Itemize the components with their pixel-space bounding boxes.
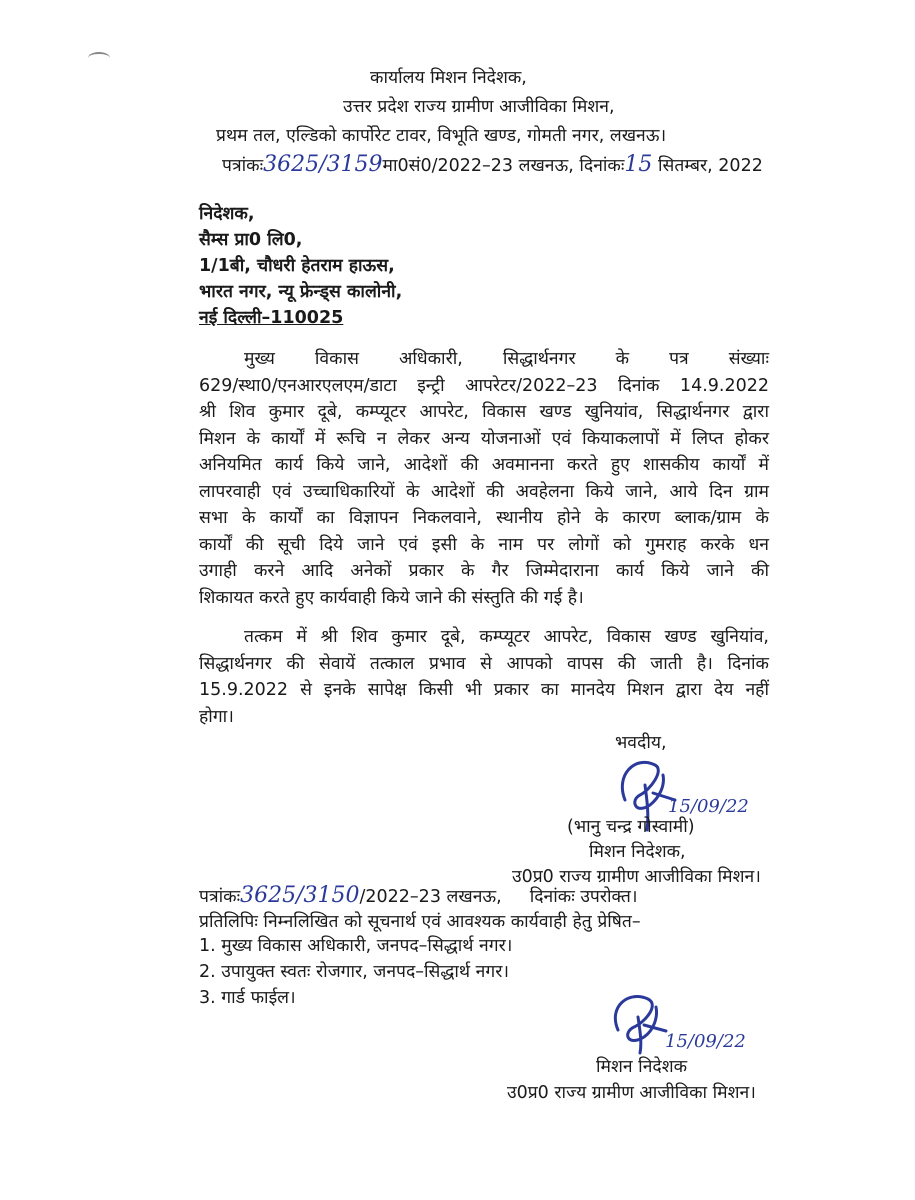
copy-reference [199, 884, 638, 909]
addressee-line5: नई दिल्ली–110025 [199, 308, 344, 328]
header-address: प्रथम तल, एल्डिको कार्पोरेट टावर, विभूति खण्ड, गोमती नगर, लखनऊ। [216, 126, 667, 146]
para1-line: मुख्य विकास अधिकारी, सिद्धार्थनगर के पत्र संख्याः [244, 349, 769, 369]
copy-item-2: 2. उपायुक्त स्वतः रोजगार, जनपद–सिद्धार्थ नगर। [199, 962, 509, 982]
copy-date-label: दिनांकः उपरोक्त। [529, 887, 638, 907]
para1-line: कार्यों की सूची दिये जाने एवं इसी के नाम पर लोगों को गुमराह करके धन [199, 534, 769, 555]
header-office: कार्यालय मिशन निदेशक, [370, 68, 527, 88]
ref-handwritten-number: 3625/3159 [263, 152, 383, 177]
header-reference [222, 153, 763, 178]
addressee-line1: निदेशक, [199, 204, 255, 224]
copy-org: उ0प्र0 राज्य ग्रामीण आजीविका मिशन। [507, 1083, 756, 1103]
copy-intro: प्रतिलिपिः निम्नलिखित को सूचनार्थ एवं आवश्यक कार्यवाही हेतु प्रेषित– [199, 912, 641, 932]
para1-line: अनियमित कार्य किये जाने, आदेशों की अवमानना करते हुए शासकीय कार्यों में [199, 455, 769, 475]
para1-line: लापरवाही एवं उच्चाधिकारियों के आदेशों की अवहेलना किये जाने, आये दिन ग्राम [199, 481, 769, 502]
para2-line: तत्कम में श्री शिव कुमार दूबे, कम्प्यूटर आपरेट, विकास खण्ड खुनियांव, [244, 627, 769, 647]
addressee-line2: सैम्स प्रा0 लि0, [199, 230, 303, 250]
closing-org: उ0प्र0 राज्य ग्रामीण आजीविका मिशन। [512, 867, 761, 887]
page-mark [88, 52, 110, 64]
body-paragraph-2 [199, 624, 769, 730]
para1-line: 629/स्था0/एनआरएलएम/डाटा इन्ट्री आपरेटर/2022–23 दिनांक 14.9.2022 [199, 375, 769, 396]
para2-line: 15.9.2022 से इनके सापेक्ष किसी भी प्रकार का मानदेय मिशन द्वारा देय नहीं [199, 680, 769, 700]
body-paragraph-1 [199, 346, 769, 611]
closing-name: (भानु चन्द्र गोस्वामी) [567, 817, 695, 837]
date-handwritten: 15 [624, 152, 653, 177]
closing-designation: मिशन निदेशक, [589, 842, 686, 862]
para1-line: मिशन के कार्यों में रूचि न लेकर अन्य योजनाओं एवं कियाकलापों में लिप्त होकर [199, 428, 769, 449]
para2-line: सिद्धार्थनगर की सेवायें तत्काल प्रभाव से आपको वापस की जाती है। दिनांक [199, 653, 769, 674]
copy-ref-handwritten: 3625/3150 [240, 883, 360, 908]
date-suffix: सितम्बर, 2022 [658, 156, 763, 176]
para2-line: होगा। [199, 706, 234, 727]
header-mission: उत्तर प्रदेश राज्य ग्रामीण आजीविका मिशन, [343, 97, 615, 117]
signature-2-date: 15/09/22 [665, 1031, 746, 1052]
ref-suffix: मा0सं0/2022–23 लखनऊ, दिनांकः [382, 156, 625, 176]
addressee-line4: भारत नगर, न्यू फ्रेन्ड्स कालोनी, [199, 282, 403, 302]
signature-1-date: 15/09/22 [668, 796, 749, 817]
closing-yours: भवदीय, [615, 733, 667, 753]
para1-line: श्री शिव कुमार दूबे, कम्प्यूटर आपरेट, विकास खण्ड खुनियांव, सिद्धार्थनगर द्वारा [199, 402, 769, 422]
copy-designation: मिशन निदेशक [596, 1057, 688, 1077]
addressee-line3: 1/1बी, चौधरी हेतराम हाऊस, [199, 256, 395, 276]
copy-item-3: 3. गार्ड फाईल। [199, 988, 296, 1008]
para1-line: शिकायत करते हुए कार्यवाही किये जाने की संस्तुति की गई है। [199, 587, 584, 608]
copy-item-1: 1. मुख्य विकास अधिकारी, जनपद–सिद्धार्थ नगर। [199, 936, 513, 956]
copy-ref-suffix: /2022–23 लखनऊ, [359, 887, 502, 907]
para1-line: सभा के कार्यों का विज्ञापन निकलवाने, स्थानीय होने के कारण ब्लाक/ग्राम के [199, 508, 769, 528]
para1-line: उगाही करने आदि अनेकों प्रकार के गैर जिम्मेदाराना कार्य किये जाने की [199, 561, 769, 581]
ref-prefix: पत्रांकः [222, 156, 264, 176]
copy-ref-prefix: पत्रांकः [199, 887, 241, 907]
